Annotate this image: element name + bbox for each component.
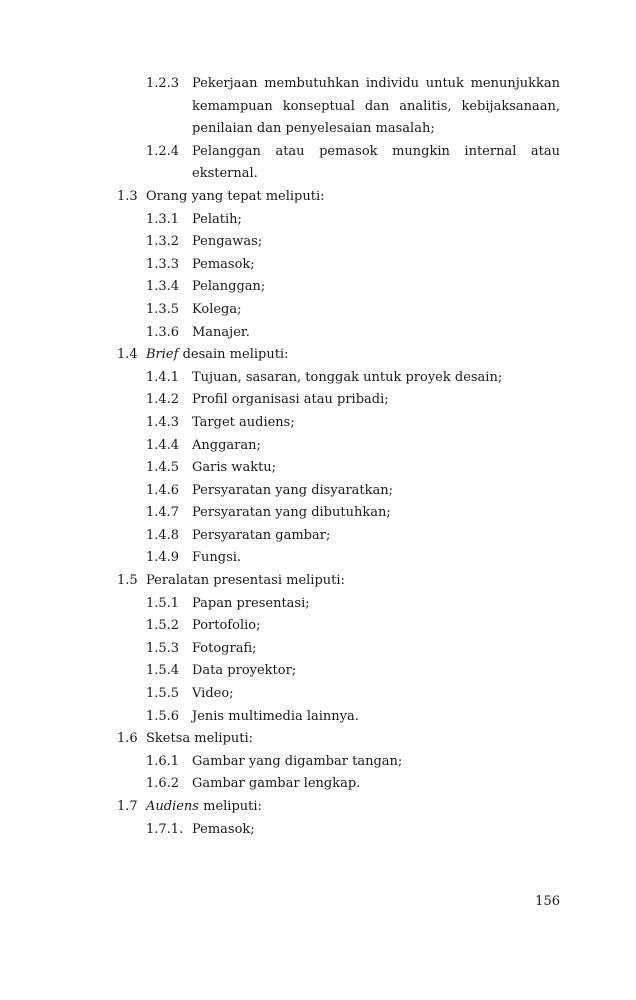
list-item-line xyxy=(0,118,636,141)
section-number: 1.3 xyxy=(117,188,138,204)
item-text: Papan presentasi; xyxy=(192,595,310,611)
item-number: 1.2.3 xyxy=(146,76,180,91)
section-title xyxy=(146,796,262,819)
section-title xyxy=(146,186,325,209)
section-title-text: Orang yang tepat meliputi: xyxy=(146,188,325,204)
item-text: Fungsi. xyxy=(192,550,242,566)
section-number: 1.4 xyxy=(117,347,138,363)
item-text: Pemasok; xyxy=(192,256,255,272)
list-item xyxy=(0,209,636,232)
list-item xyxy=(0,638,636,661)
list-item xyxy=(0,615,636,638)
page-number: 156 xyxy=(535,894,560,909)
item-number: 1.5.4 xyxy=(146,663,180,679)
item-text: Persyaratan yang dibutuhkan; xyxy=(192,505,391,521)
item-number: 1.4.6 xyxy=(146,482,180,498)
item-number: 1.2.4 xyxy=(146,143,180,159)
list-item xyxy=(0,706,636,729)
item-number: 1.3.4 xyxy=(146,279,180,295)
item-text: Persyaratan yang disyaratkan; xyxy=(192,482,394,498)
section-number: 1.7 xyxy=(117,799,138,814)
item-text: Gambar gambar lengkap. xyxy=(192,776,361,792)
item-number: 1.4.8 xyxy=(146,527,180,543)
section-title-italic: Brief xyxy=(146,347,179,363)
item-number: 1.6.2 xyxy=(146,776,180,792)
list-item xyxy=(0,299,636,322)
item-text: penilaian dan penyelesaian masalah; xyxy=(192,121,435,137)
list-item xyxy=(0,593,636,616)
list-item xyxy=(0,231,636,254)
item-text: Pengawas; xyxy=(192,234,263,250)
item-number: 1.5.2 xyxy=(146,618,180,634)
item-number: 1.4.7 xyxy=(146,505,180,521)
item-text: Pemasok; xyxy=(192,821,255,837)
item-text: Anggaran; xyxy=(192,437,261,453)
list-item xyxy=(0,751,636,774)
item-text: Tujuan, sasaran, tonggak untuk proyek desain; xyxy=(192,369,503,385)
item-number: 1.6.1 xyxy=(146,753,180,769)
section-heading xyxy=(0,570,636,593)
item-number: 1.4.1 xyxy=(146,369,180,385)
section-title-text: meliputi: xyxy=(198,799,262,814)
item-text: Video; xyxy=(192,686,234,702)
list-item xyxy=(0,660,636,683)
item-number: 1.7.1. xyxy=(146,821,184,837)
item-text: Profil organisasi atau pribadi; xyxy=(192,392,389,408)
list-item-line xyxy=(0,141,636,164)
section-title-text: desain meliputi: xyxy=(178,347,289,363)
section-heading xyxy=(0,344,636,367)
item-number: 1.4.3 xyxy=(146,414,180,430)
section-title xyxy=(146,728,253,751)
list-item xyxy=(0,480,636,503)
item-text: eksternal. xyxy=(192,166,258,182)
list-item-line xyxy=(0,73,636,96)
section-title-text: Peralatan presentasi meliputi: xyxy=(146,573,345,589)
item-text: Fotografi; xyxy=(192,640,257,656)
section-title xyxy=(146,344,288,367)
section-heading xyxy=(0,796,636,819)
item-number: 1.4.9 xyxy=(146,550,180,566)
list-item xyxy=(0,276,636,299)
list-item xyxy=(0,254,636,277)
item-text: Jenis multimedia lainnya. xyxy=(192,708,359,724)
document-body xyxy=(0,73,636,841)
section-heading xyxy=(0,728,636,751)
item-text: Pelatih; xyxy=(192,211,242,227)
item-number: 1.4.5 xyxy=(146,460,180,476)
list-item xyxy=(0,773,636,796)
item-text: Persyaratan gambar; xyxy=(192,527,331,543)
item-number: 1.5.3 xyxy=(146,640,180,656)
list-item xyxy=(0,412,636,435)
item-text: Pelanggan; xyxy=(192,279,266,295)
section-heading xyxy=(0,186,636,209)
item-text: Gambar yang digambar tangan; xyxy=(192,753,403,769)
list-item-line xyxy=(0,96,636,119)
item-number: 1.3.1 xyxy=(146,211,180,227)
item-text: Target audiens; xyxy=(192,414,295,430)
item-text: Portofolio; xyxy=(192,618,261,634)
item-text: Manajer. xyxy=(192,324,250,340)
item-text: Garis waktu; xyxy=(192,460,277,476)
item-number: 1.4.2 xyxy=(146,392,180,408)
item-number: 1.3.6 xyxy=(146,324,180,340)
list-item xyxy=(0,547,636,570)
section-number: 1.5 xyxy=(117,573,138,589)
section-number: 1.6 xyxy=(117,731,138,747)
item-number: 1.5.6 xyxy=(146,708,180,724)
list-item xyxy=(0,322,636,345)
list-item xyxy=(0,819,636,842)
list-item xyxy=(0,435,636,458)
section-title-italic: Audiens xyxy=(146,799,199,814)
item-number: 1.5.5 xyxy=(146,686,180,702)
list-item xyxy=(0,367,636,390)
list-item xyxy=(0,502,636,525)
item-text: Pekerjaan membutuhkan individu untuk menunjukkan xyxy=(192,76,560,91)
item-number: 1.3.2 xyxy=(146,234,180,250)
list-item-line xyxy=(0,163,636,186)
item-number: 1.3.3 xyxy=(146,256,180,272)
item-text: Kolega; xyxy=(192,301,242,317)
list-item xyxy=(0,683,636,706)
item-text: kemampuan konseptual dan analitis, kebijaksanaan, xyxy=(192,98,560,114)
item-number: 1.5.1 xyxy=(146,595,180,611)
section-title xyxy=(146,570,345,593)
item-text: Data proyektor; xyxy=(192,663,297,679)
list-item xyxy=(0,389,636,412)
item-text: Pelanggan atau pemasok mungkin internal atau xyxy=(192,143,560,159)
section-title-text: Sketsa meliputi: xyxy=(146,731,254,747)
list-item xyxy=(0,457,636,480)
item-number: 1.3.5 xyxy=(146,301,180,317)
list-item xyxy=(0,525,636,548)
item-number: 1.4.4 xyxy=(146,437,180,453)
